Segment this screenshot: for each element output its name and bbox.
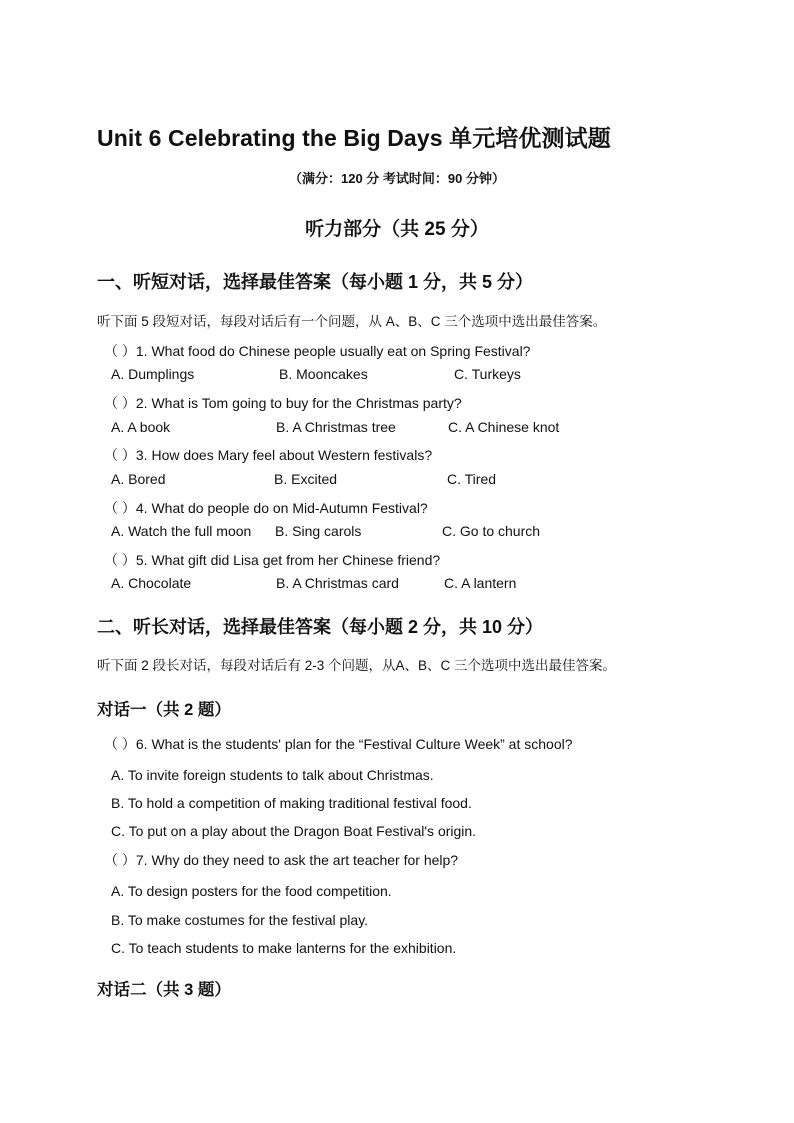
listening-part-title: 听力部分（共 25 分） [305,219,489,240]
q7-option-a: A. To design posters for the food competition. [111,883,392,899]
q6-option-c: C. To put on a play about the Dragon Boat Festival's origin. [111,823,477,839]
q4-option-a: A. Watch the full moon [111,523,252,539]
q5-option-c: C. A lantern [444,575,517,591]
section2-title: 二、听长对话，选择最佳答案（每小题 2 分，共 10 分） [97,617,544,637]
q2-option-c: C. A Chinese knot [448,419,560,435]
q1-option-b: B. Mooncakes [279,366,368,382]
q2-option-b: B. A Christmas tree [276,419,396,435]
q5-option-a: A. Chocolate [111,575,192,591]
q6-option-a: A. To invite foreign students to talk about Christmas. [111,767,434,783]
question-3: （ ）3. How does Mary feel about Western festivals? [104,447,433,463]
dialogue1-title: 对话一（共 2 题） [97,701,231,719]
question-5: （ ）5. What gift did Lisa get from her Chinese friend? [104,552,441,568]
question-6: （ ）6. What is the students' plan for the “Festival Culture Week” at school? [104,736,573,752]
q7-option-b: B. To make costumes for the festival play. [111,912,369,928]
q1-option-a: A. Dumplings [111,366,195,382]
q7-option-c: C. To teach students to make lanterns for the exhibition. [111,940,457,956]
question-4: （ ）4. What do people do on Mid-Autumn Festival? [104,500,428,516]
score-time-note: （满分：120 分 考试时间：90 分钟） [289,171,505,186]
q6-option-b: B. To hold a competition of making traditional festival food. [111,795,472,811]
section1-title: 一、听短对话，选择最佳答案（每小题 1 分，共 5 分） [97,272,534,292]
question-1: （ ）1. What food do Chinese people usually eat on Spring Festival? [104,343,531,359]
q1-option-c: C. Turkeys [454,366,521,382]
section2-instruction: 听下面 2 段长对话，每段对话后有 2-3 个问题，从A、B、C 三个选项中选出最佳答案。 [97,658,617,673]
q3-option-b: B. Excited [274,471,338,487]
q4-option-b: B. Sing carols [275,523,362,539]
q5-option-b: B. A Christmas card [276,575,399,591]
section1-instruction: 听下面 5 段短对话，每段对话后有一个问题，从 A、B、C 三个选项中选出最佳答案。 [97,314,607,329]
q4-option-c: C. Go to church [442,523,541,539]
q3-option-c: C. Tired [447,471,497,487]
dialogue2-title: 对话二（共 3 题） [97,981,231,999]
q2-option-a: A. A book [111,419,171,435]
page-title: Unit 6 Celebrating the Big Days 单元培优测试题 [97,125,611,151]
question-7: （ ）7. Why do they need to ask the art teacher for help? [104,852,459,868]
question-2: （ ）2. What is Tom going to buy for the Christmas party? [104,395,462,411]
q3-option-a: A. Bored [111,471,166,487]
